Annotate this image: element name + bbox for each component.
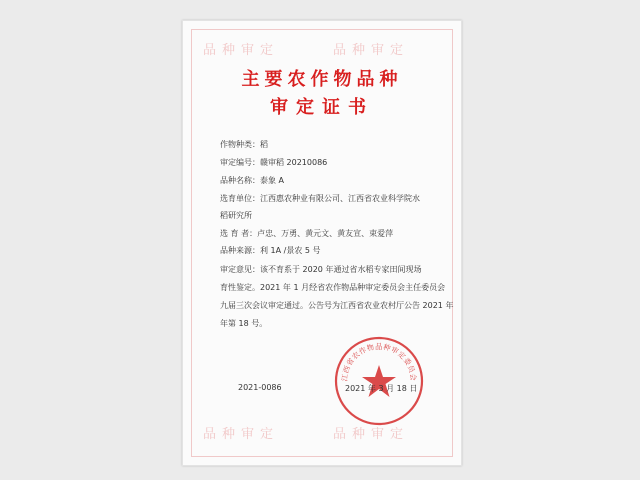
- serial-number: 2021-0086: [238, 383, 282, 392]
- field-label: 审定编号：: [220, 158, 260, 167]
- opinion-label: 审定意见：: [220, 265, 260, 274]
- opinion-line-3: 九届三次会议审定通过。公告号为江西省农业农村厅公告 2021 年: [220, 301, 454, 310]
- field-breeding-unit: [220, 193, 430, 204]
- official-seal: [333, 335, 425, 427]
- field-value: 利 1A /景农 5 号: [260, 246, 321, 255]
- field-label: 选 育 者：: [220, 229, 258, 238]
- field-value: 泰象 A: [260, 176, 285, 185]
- field-source: [220, 245, 430, 256]
- field-value: 稻研究所: [220, 211, 252, 220]
- field-value: 稻: [260, 140, 268, 149]
- field-label: 品种来源：: [220, 246, 260, 255]
- field-approval-number: [220, 157, 430, 168]
- field-breeders: [220, 228, 430, 239]
- field-crop-type: [220, 139, 430, 150]
- issue-date: 2021 年 3 月 18 日: [345, 384, 418, 393]
- certificate-title: 主要农作物品种: [241, 69, 403, 90]
- watermark-bottom-right: 品种审定: [333, 427, 410, 442]
- field-breeding-unit-cont: [220, 210, 430, 221]
- opinion-line-1: 审定意见：该不育系于 2020 年通过省水稻专家田间现场: [220, 265, 422, 274]
- watermark-bottom: 品种审定: [203, 427, 280, 442]
- certificate-subtitle: 审定证书: [270, 97, 374, 118]
- opinion-line-2: 育性鉴定。2021 年 1 月经省农作物品种审定委员会主任委员会: [220, 283, 446, 292]
- watermark-top-right: 品种审定: [333, 43, 410, 58]
- field-label: 作物种类：: [220, 140, 260, 149]
- opinion-line-4: 年第 18 号。: [220, 319, 268, 328]
- field-value: 江西惠农种业有限公司、江西省农业科学院水: [260, 194, 420, 203]
- svg-text:江西省农作物品种审定委员会: 江西省农作物品种审定委员会: [339, 342, 419, 382]
- field-value: 卢忠、万勇、黄元文、黄友宣、束爱萍: [257, 229, 394, 238]
- field-label: 选育单位：: [220, 194, 260, 203]
- certificate-page: [182, 20, 462, 466]
- field-label: 品种名称：: [220, 176, 260, 185]
- field-variety-name: [220, 175, 430, 186]
- field-value: 赣审稻 20210086: [260, 158, 328, 167]
- watermark-top: 品种审定: [203, 43, 280, 58]
